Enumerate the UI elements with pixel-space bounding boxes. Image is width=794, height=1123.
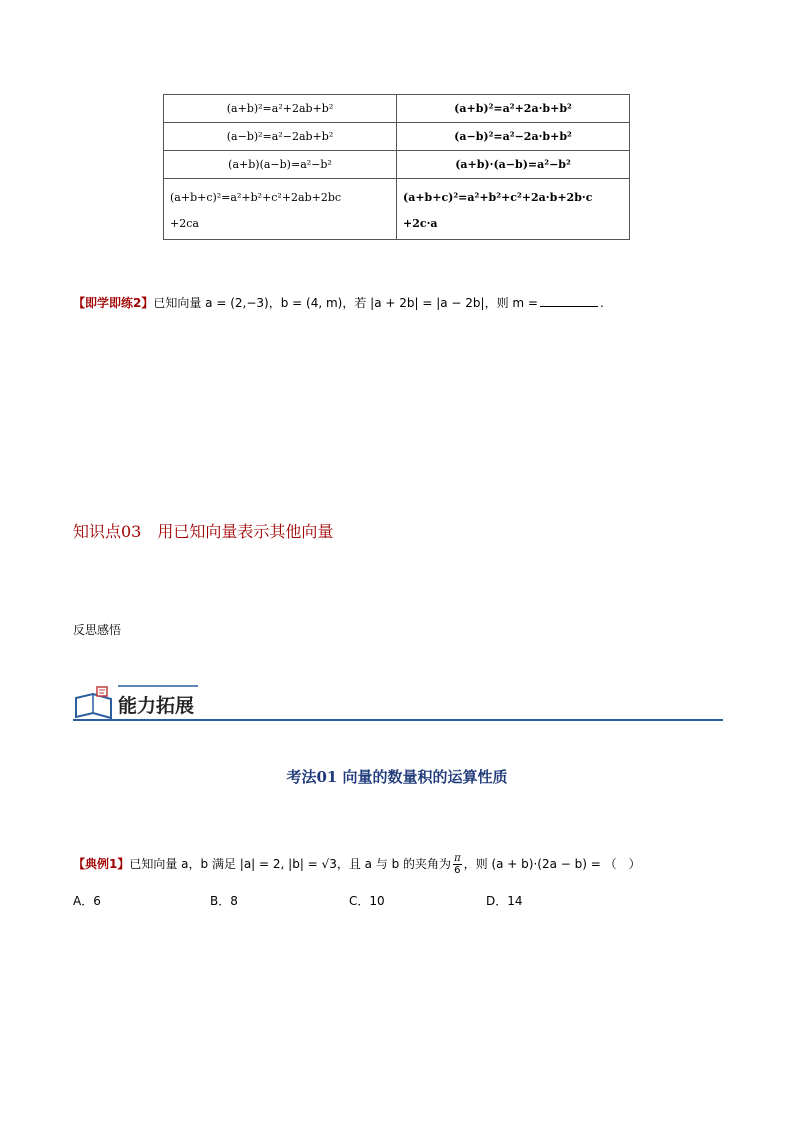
scalar-identity: (a+b+c)²=a²+b²+c²+2ab+2bc +2ca <box>164 179 397 240</box>
reflection-label: 反思感悟 <box>73 623 122 637</box>
vector-identity: (a+b+c)²=a²+b²+c²+2a·b+2b·c +2c·a <box>397 179 630 240</box>
example-text-before: 已知向量 a，b 满足 |a| = 2, |b| = √3，且 a 与 b 的夹角为 <box>129 857 452 871</box>
table-row <box>164 179 630 240</box>
scalar-identity: (a+b)²=a²+2ab+b² <box>164 95 397 123</box>
fraction-denominator: 6 <box>454 865 461 876</box>
practice-question <box>73 294 604 311</box>
practice-text: 已知向量 a = (2,−3)，b = (4, m)，若 |a + 2b| = |a − 2b|，则 m = <box>153 296 538 310</box>
table-row <box>164 151 630 179</box>
option-c[interactable]: C．10 <box>349 894 385 908</box>
method-title: 考法01 向量的数量积的运算性质 <box>286 768 508 786</box>
option-d[interactable]: D．14 <box>486 894 523 908</box>
angle-fraction <box>453 853 462 876</box>
section-title: 能力拓展 <box>118 695 195 717</box>
example-text-after: ，则 (a + b)·(2a − b) = （ ） <box>463 857 641 871</box>
identity-table <box>163 94 630 240</box>
table-row <box>164 95 630 123</box>
answer-blank[interactable] <box>540 296 598 307</box>
fraction-numerator: π <box>454 853 461 864</box>
vector-identity: (a−b)²=a²−2a·b+b² <box>397 123 630 151</box>
section-divider <box>73 719 723 721</box>
practice-tag: 【即学即练2】 <box>73 296 154 310</box>
table-row <box>164 123 630 151</box>
option-b[interactable]: B．8 <box>210 894 238 908</box>
vector-identity: (a+b)²=a²+2a·b+b² <box>397 95 630 123</box>
scalar-identity: (a−b)²=a²−2ab+b² <box>164 123 397 151</box>
vector-identity: (a+b)·(a−b)=a²−b² <box>397 151 630 179</box>
scalar-identity: (a+b)(a−b)=a²−b² <box>164 151 397 179</box>
example-tag: 【典例1】 <box>73 857 130 871</box>
knowledge-point-title: 知识点03 用已知向量表示其他向量 <box>73 522 334 541</box>
option-a[interactable]: A．6 <box>73 894 101 908</box>
example-question <box>73 853 641 876</box>
practice-end: . <box>599 296 604 310</box>
